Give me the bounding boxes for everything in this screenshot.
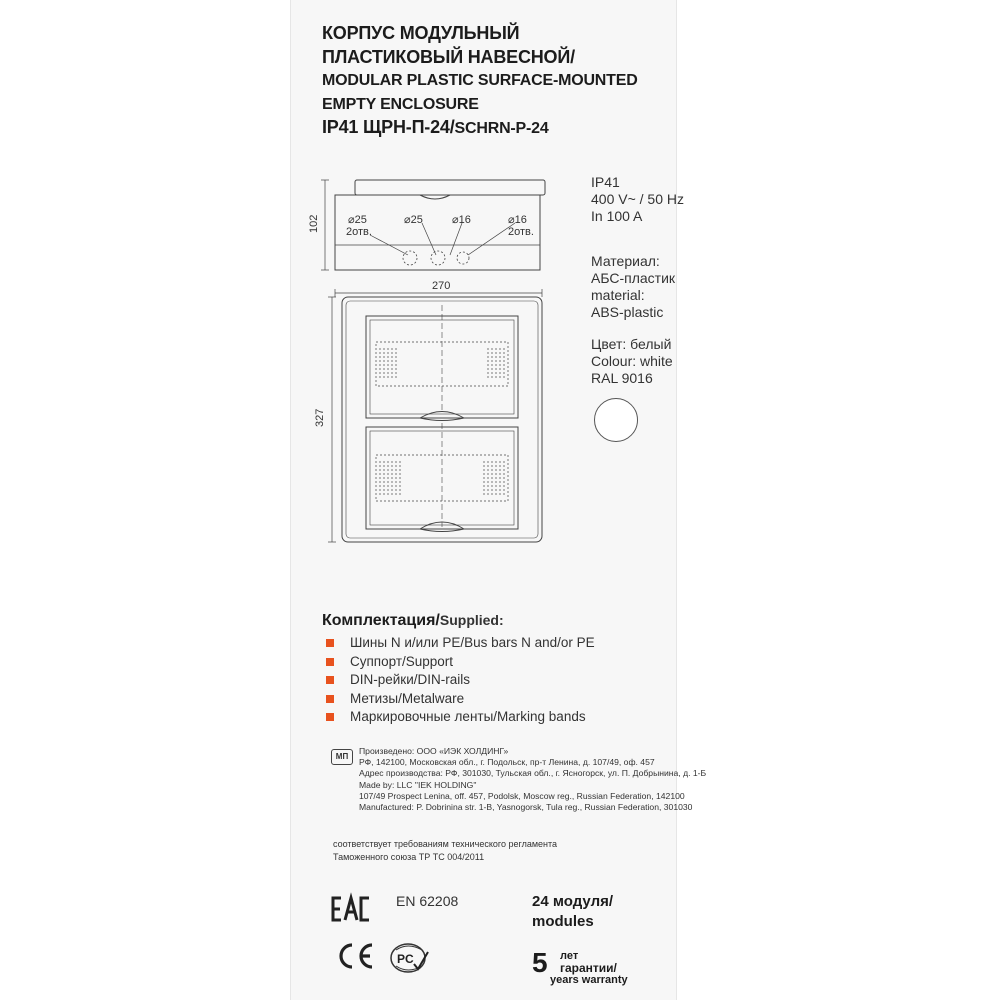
hole-2-diameter: ⌀25 — [404, 214, 423, 226]
bullet-icon — [326, 695, 334, 703]
front-view — [328, 297, 542, 542]
title-line-2: ПЛАСТИКОВЫЙ НАВЕСНОЙ/ — [322, 46, 575, 67]
supplied-heading-ru: Комплектация/ — [322, 612, 440, 629]
manufacturer-line: РФ, 142100, Московская обл., г. Подольск, пр-т Ленина, д. 107/49, оф. 457 — [359, 757, 655, 768]
color-ral: RAL 9016 — [591, 370, 653, 386]
warranty-ru-line-1: лет — [560, 950, 579, 962]
material-value-ru: АБС-пластик — [591, 270, 676, 286]
color-en: Colour: white — [591, 353, 673, 369]
width-dimension: 270 — [432, 280, 451, 292]
regulation-text — [333, 838, 557, 864]
manufacturer-line: Произведено: ООО «ИЭК ХОЛДИНГ» — [359, 746, 509, 756]
bullet-icon — [326, 676, 334, 684]
title-line-3: MODULAR PLASTIC SURFACE-MOUNTED — [322, 72, 638, 89]
supplied-item-text: Суппорт/Support — [350, 653, 454, 669]
pct-certification-icon — [384, 938, 434, 978]
material-label-ru: Материал: — [591, 253, 660, 269]
electrical-specs — [591, 174, 684, 225]
hole-1-count: 2отв. — [346, 226, 372, 238]
color-swatch — [594, 398, 638, 442]
manufacturer-line: Manufactured: P. Dobrinina str. 1-B, Yasnogorsk, Tula reg., Russian Federation, 301030 — [359, 802, 693, 813]
supplied-item-text: Шины N и/или PE/Bus bars N and/or PE — [350, 635, 595, 650]
enclosure-technical-drawing — [310, 165, 560, 545]
title-line-4: EMPTY ENCLOSURE — [322, 95, 479, 113]
supplied-item-text: Метизы/Metalware — [350, 690, 465, 706]
manufacturer-line: Адрес производства: РФ, 301030, Тульская обл., г. Ясногорск, ул. П. Добрынина, д. 1-Б — [359, 768, 707, 779]
supplied-list — [322, 634, 595, 727]
supplied-heading-en: Supplied: — [439, 612, 504, 628]
modules-count-ru: 24 модуля/ — [532, 893, 614, 910]
ce-mark-icon — [334, 942, 376, 970]
list-item — [322, 708, 595, 727]
list-item — [322, 671, 595, 690]
warranty-years: 5 — [532, 947, 548, 978]
depth-dimension: 327 — [314, 408, 326, 427]
svg-text:PC: PC — [397, 952, 414, 966]
current-rating: In 100 A — [591, 208, 643, 224]
eac-mark-icon — [331, 896, 371, 922]
list-item — [322, 634, 595, 653]
product-title — [322, 22, 638, 141]
bullet-icon — [326, 658, 334, 666]
manufacturer-info — [359, 746, 706, 813]
supplied-heading — [322, 612, 595, 630]
warranty-ru-line-2: гарантии/ — [560, 961, 617, 975]
model-code-en: SCHRN-P-24 — [454, 120, 549, 137]
model-code-ru: IP41 ЩРН-П-24/ — [322, 117, 455, 137]
hole-4-diameter: ⌀16 — [508, 214, 527, 226]
mp-mark: МП — [331, 749, 353, 765]
manufacturer-line: Made by: LLC "IEK HOLDING" — [359, 779, 477, 790]
color-info — [591, 336, 673, 387]
voltage-rating: 400 V~ / 50 Hz — [591, 191, 685, 207]
regulation-line-2: Таможенного союза ТР ТС 004/2011 — [333, 852, 485, 862]
color-ru: Цвет: белый — [591, 336, 672, 352]
regulation-line-1: соответствует требованиям технического регламента — [333, 839, 558, 849]
supplied-item-text: Маркировочные ленты/Marking bands — [350, 709, 586, 724]
modules-count-en: modules — [532, 913, 594, 930]
ip-rating: IP41 — [591, 174, 620, 190]
modules-count — [532, 892, 613, 932]
hole-1-diameter: ⌀25 — [348, 214, 367, 226]
supplied-item-text: DIN-рейки/DIN-rails — [350, 672, 470, 687]
supplied-section — [322, 612, 595, 727]
standard-code: EN 62208 — [396, 893, 459, 909]
title-line-5 — [322, 116, 638, 141]
material-info — [591, 253, 675, 321]
list-item — [322, 690, 595, 709]
title-line-1: КОРПУС МОДУЛЬНЫЙ — [322, 23, 520, 43]
hole-3-diameter: ⌀16 — [452, 214, 471, 226]
warranty-en: years warranty — [550, 974, 628, 986]
list-item — [322, 653, 595, 672]
material-label-en: material: — [591, 287, 645, 303]
bullet-icon — [326, 713, 334, 721]
manufacturer-line: 107/49 Prospect Lenina, off. 457, Podolsk, Moscow reg., Russian Federation, 142100 — [359, 790, 685, 801]
hole-4-count: 2отв. — [508, 226, 534, 238]
bullet-icon — [326, 639, 334, 647]
height-dimension: 102 — [308, 214, 320, 233]
material-value-en: ABS-plastic — [591, 304, 664, 320]
